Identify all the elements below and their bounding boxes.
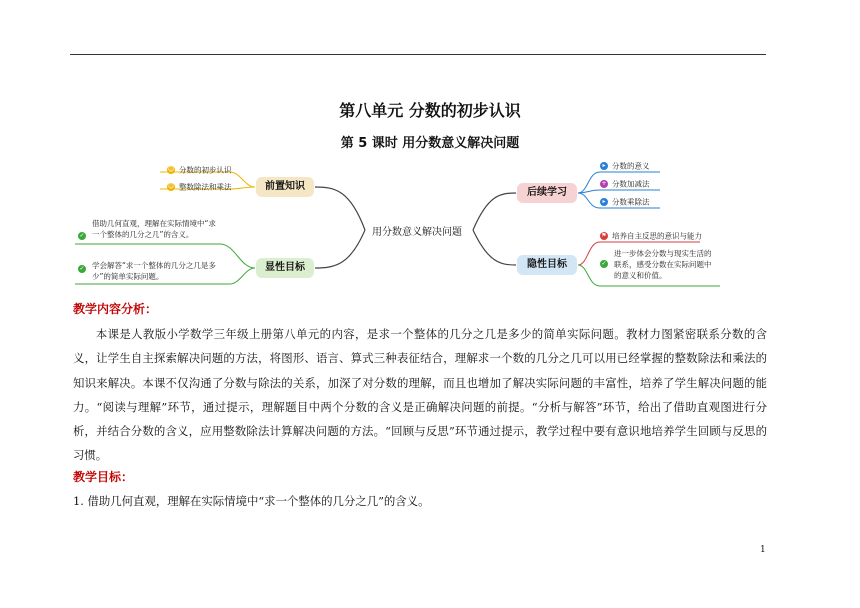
leaf-explicit-goal-2: ✓ 学会解答“求一个整体的几分之几是多 少”的简单实际问题。 — [79, 261, 216, 281]
page-number: 1 — [760, 545, 766, 555]
smiley-icon: ☺ — [167, 183, 175, 190]
node-explicit-goal: 显性目标 — [256, 258, 314, 278]
node-follow-up: 后续学习 — [517, 183, 577, 203]
analysis-paragraph: 本课是人教版小学数学三年级上册第八单元的内容，是求一个整体的几分之几是多少的简单实际问题。教材力图紧密联系分数的含义，让学生自主探索解决问题的方法，将图形、语言、算式三种表征结合，理解求一个数的几分之几可以用已经掌握的整数除法和乘法的知识来解决。本课不仅沟通了分数与除法的关系，加深了对分数的理解，而且也增加了解决实际问题的丰富性，培养了学生解决问题的能力。“阅读与理解”环节，通过提示，理解题目中两个分数的含义是正确解决问题的前提。“分析与解答”环节，给出了借助直观图进行分析，并结合分数的含义，应用整数除法计算解决问题的方法。“回顾与反思”环节通过提示，教学过程中要有意识地培养学生回顾与反思的习惯。 — [73, 327, 767, 463]
leaf-implicit-goal-2: ✓ 进一步体会分数与现实生活的 联系，感受分数在实际问题中 的意义和价值。 — [601, 249, 712, 280]
goals-heading: 教学目标： — [73, 470, 134, 484]
goal-item-1: 1. 借助几何直观，理解在实际情境中“求一个整体的几分之几”的含义。 — [73, 494, 430, 508]
leaf-fraction-add-sub: + 分数加减法 — [601, 179, 650, 189]
leaf-fraction-mul-div: ▸ 分数乘除法 — [600, 196, 650, 208]
lesson-title: 第 5 课时 用分数意义解决问题 — [340, 136, 520, 151]
smiley-icon: ☺ — [167, 166, 175, 173]
check-icon: ✓ — [79, 232, 85, 239]
play-icon: ▸ — [600, 198, 608, 206]
leaf-integer-ops: ☺ 整数除法和乘法 — [167, 182, 232, 192]
analysis-heading: 教学内容分析： — [73, 302, 158, 316]
plus-icon: + — [601, 180, 607, 187]
leaf-fraction-intro: ☺ 分数的初步认识 — [167, 165, 232, 175]
mind-map — [60, 150, 760, 300]
header-rule — [70, 54, 766, 55]
node-prerequisite: 前置知识 — [256, 177, 314, 197]
play-icon: ▸ — [600, 162, 608, 170]
leaf-explicit-goal-1: ✓ 借助几何直观，理解在实际情境中“求 一个整体的几分之几”的含义。 — [79, 219, 216, 239]
check-icon: ✓ — [79, 265, 85, 272]
center-node: 用分数意义解决问题 — [372, 227, 462, 238]
flag-icon: ⚑ — [601, 232, 607, 239]
node-implicit-goal: 隐性目标 — [517, 255, 577, 275]
unit-title: 第八单元 分数的初步认识 — [339, 101, 521, 120]
leaf-implicit-goal-1: ⚑ 培养自主反思的意识与能力 — [601, 231, 702, 241]
leaf-fraction-meaning: ▸ 分数的意义 — [600, 160, 650, 172]
check-icon: ✓ — [601, 260, 607, 267]
